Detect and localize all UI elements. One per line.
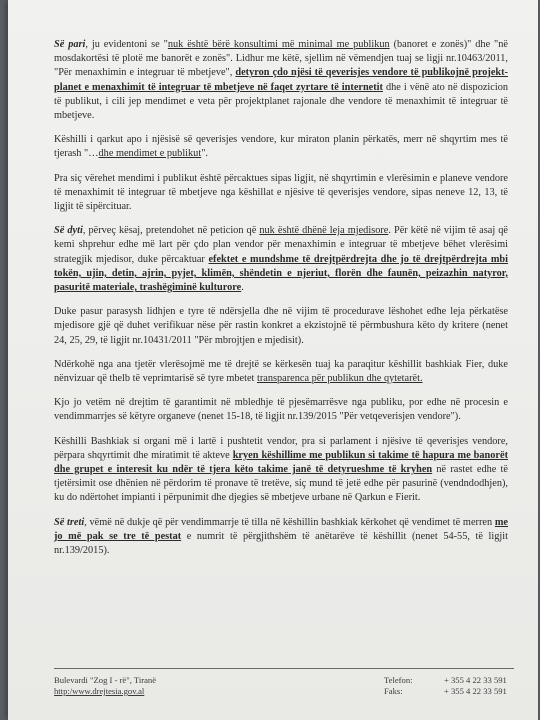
- paragraph-municipal-council: [54, 435, 508, 506]
- text-run: dhe i vënë ato në dispozicion të publikut, i cili jep mendimet e veta për projektplanet rajonale dhe vendore të menaxhimit të integruar të mbetjeve.: [54, 81, 508, 122]
- letter-body: [54, 38, 508, 568]
- paragraph-environmental-permit: [54, 305, 508, 348]
- emphasis-consultations: kryen këshillime me publikun si takime të hapura me banorët dhe grupet e interesit ku ndër të tjera këto takime janë të detyrueshme të kryhen: [54, 449, 508, 476]
- emphasis-three-fifths: me jo më pak se tre të pestat: [54, 516, 508, 542]
- footer-fax: [384, 686, 507, 697]
- text-run: , ju evidentoni se ": [85, 39, 168, 50]
- paragraph-council-review: [54, 133, 508, 161]
- paragraph-first-point: [54, 38, 508, 123]
- fax-value: + 355 4 22 33 591: [444, 686, 507, 696]
- underlined-permit-claim: nuk është dhënë leja mjedisore: [259, 225, 389, 237]
- letter-footer: [54, 668, 514, 696]
- footer-contact-right: [384, 675, 507, 697]
- footer-phone: [384, 675, 507, 686]
- phone-value: + 355 4 22 33 591: [444, 675, 507, 685]
- footer-contact-left: [54, 675, 156, 697]
- text-run: .: [241, 282, 244, 294]
- paragraph-participation: [54, 396, 508, 424]
- text-run: , vëmë në dukje që për vendimmarrje të tilla në këshillin bashkiak kërkohet që vendimet të merren: [84, 516, 495, 528]
- paragraph-second-point: [54, 224, 508, 295]
- underlined-claim: nuk është bërë konsultimi më minimal me publikun: [167, 39, 390, 50]
- heading-se-treti: Së treti: [54, 516, 85, 528]
- paragraph-third-point: [54, 516, 508, 559]
- text-run: Kjo jo vetëm në drejtim të garantimit në mbledhje të pjesëmarrësve nga publiku, por edhe në procesin e vendimmarrjes së këtyre organeve (nenet 15-18, të ligjit nr.139/2015 "Për vetqeverisjen vendore").: [54, 397, 508, 423]
- paragraph-transparency: [54, 358, 508, 386]
- heading-se-dyti: Së dyti: [54, 225, 83, 237]
- text-run: e numrit të përgjithshëm të anëtarëve të këshillit (nenet 54-55, të ligjit nr.139/2015).: [54, 530, 508, 557]
- text-run: . Për këtë në vijim të asaj që kemi shprehur edhe më lart për çdo plan vendor për menaxhimin e integruar të mbetjeve bëhet vlerësimi strategjik mjedisor, duke përcaktuar: [54, 225, 508, 265]
- text-run: Këshilli Bashkiak si organi më i lartë i pushtetit vendor, pra si parlament i njësive të qeverisjes vendore, përpara shqyrtimit dhe miratimit të akteve: [54, 435, 508, 461]
- footer-address: Bulevardi "Zog I - rë", Tiranë: [54, 675, 157, 685]
- paragraph-public-opinion: [54, 172, 508, 215]
- text-run: , përveç kësaj, pretendohet në peticion që: [82, 225, 260, 237]
- fax-label: Faks:: [384, 686, 403, 696]
- text-run: Duke pasur parasysh lidhjen e tyre të ndërsjella dhe në vijim të procedurave lëshohet edhe leja përkatëse mjedisore gjë që duhet verifikuar nëse për rastin konkret a ekzistojnë të përmbushura këto dy kritere (nenet 24, 25, 29, të ligjit nr.10431/2011 "Për mbrojtjen e mjedisit).: [54, 306, 508, 346]
- emphasis-obligation: detyron çdo njësi të qeverisjes vendore të publikojnë projekt-planet e menaxhimit të integruar të mbetjeve në faqet zyrtare të internetit: [54, 67, 508, 93]
- text-run: Ndërkohë nga ana tjetër vlerësojmë me të drejtë se kërkesën tuaj ka paraqitur këshillit bashkiak Fier, duke nënvizuar që thelb të veprimtarisë së tyre mbetet: [54, 358, 508, 385]
- text-run: ".: [201, 148, 208, 160]
- footer-website-link[interactable]: http:/www.drejtesia.gov.al: [54, 686, 145, 696]
- text-run: në rastet edhe të tjetërsimit ose dhënien në përdorim të pronave të tretëve, siç mund të jetë edhe për pasurinë (vendndodhjen), ku do ndërtohet impianti i përpunimit dhe djegies së mbetjeve urbane në Qarkun e Fierit.: [54, 464, 508, 504]
- emphasis-environmental-effects: efektet e mundshme të drejtpërdrejta dhe jo të drejtpërdrejta mbi tokën, ujin, detin, ajrin, pyjet, klimën, shëndetin e njeriut, florën dhe faunën, peizazhin natyror, pasuritë materiale, trashëgiminë kulturore: [54, 253, 508, 294]
- text-run: (banoret e zonës)" dhe "në mosdakortësi të plotë me banorët e zonës". Lidhur me këtë, sjellim në vëmendjen tuaj se ligji nr.10463/2011, "Për menaxhimin e integruar të mbetjeve",: [54, 39, 508, 79]
- document-page: [8, 0, 538, 720]
- phone-label: Telefon:: [384, 675, 413, 685]
- underlined-transparency: transparenca për publikun dhe qytetarët.: [257, 373, 423, 385]
- heading-se-pari: Së pari: [54, 39, 86, 50]
- text-run: Këshilli i qarkut apo i njësisë së qeverisjes vendore, kur miraton planin përkatës, merr në shqyrtim mes të tjerash "…: [54, 134, 508, 160]
- underlined-public-opinion: dhe mendimet e publikut: [98, 148, 202, 160]
- text-run: Pra siç vërehet mendimi i publikut është përcaktues sipas ligjit, në shqyrtimin e vlerësimin e planeve vendore të menaxhimit të integruar të mbetjeve nga këshillat e njësive të qeverisjes vendore, sipas neneve 12, 13, të ligjit të sipërcituar.: [54, 172, 508, 213]
